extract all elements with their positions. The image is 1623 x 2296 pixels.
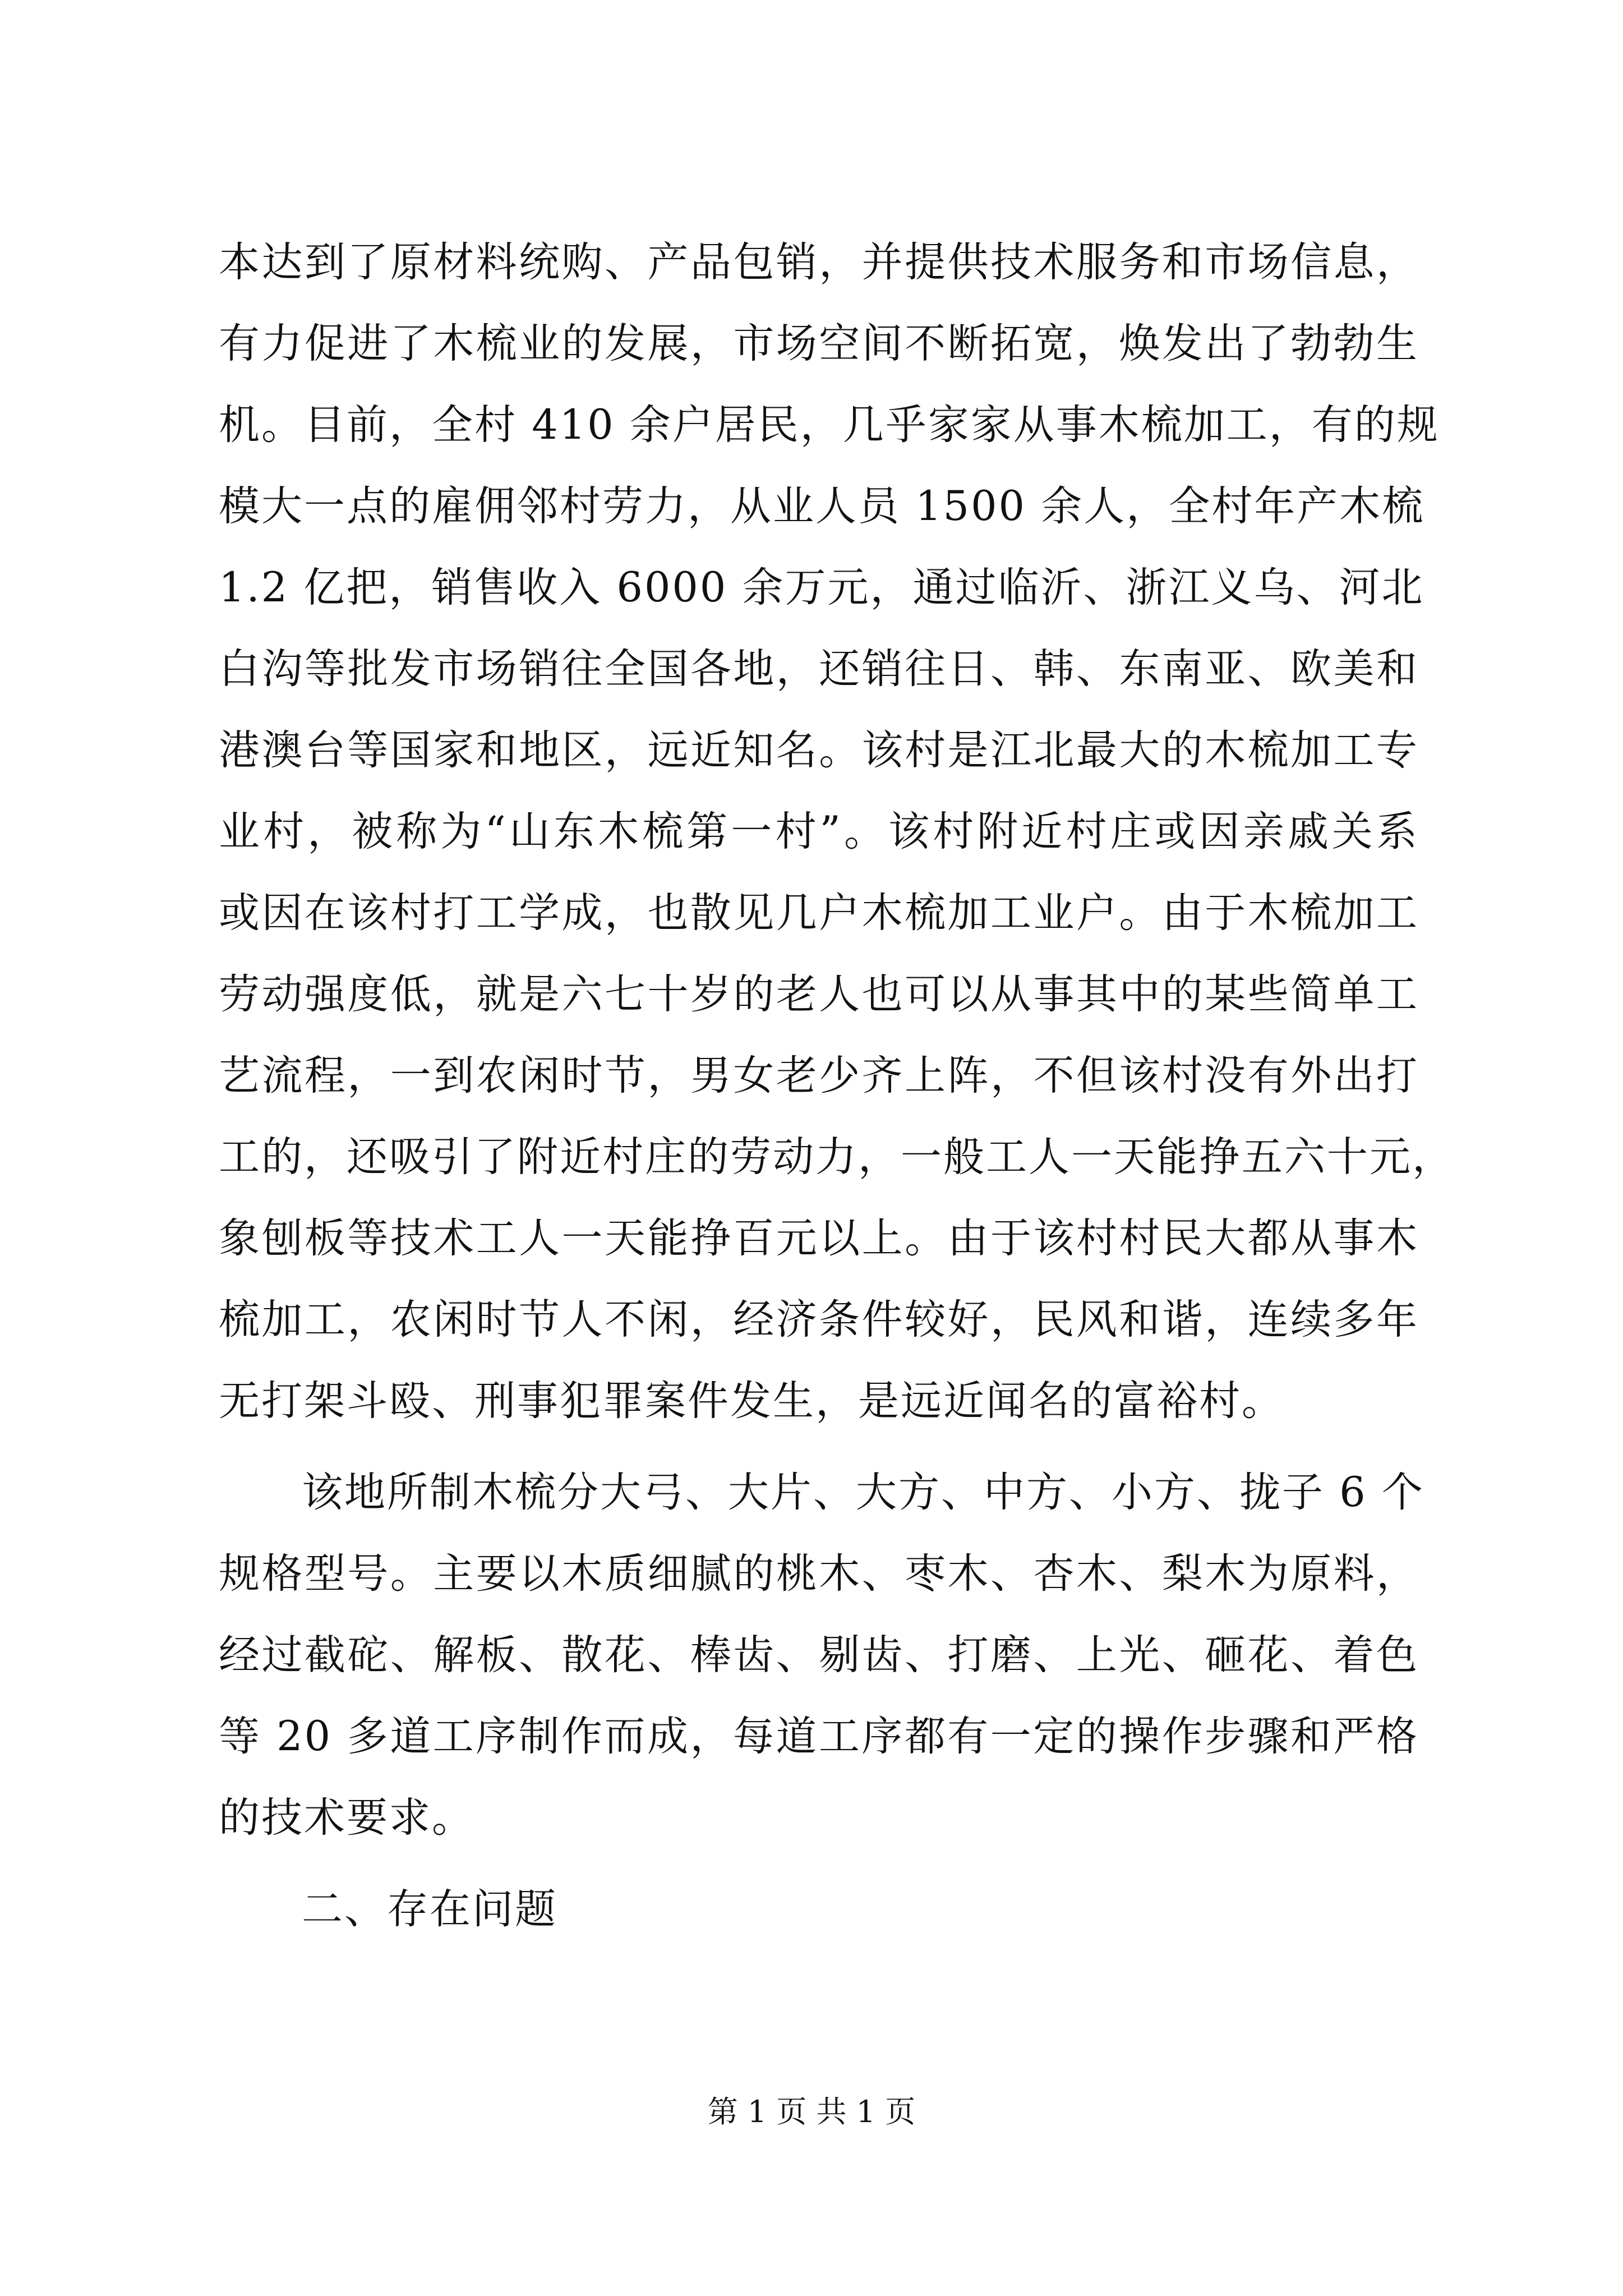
text-line: 1.2 亿把，销售收入 6000 余万元，通过临沂、浙江义乌、河北 [219, 564, 1424, 611]
text-line: 有力促进了木梳业的发展，市场空间不断拓宽，焕发出了勃勃生 [219, 320, 1419, 367]
text-line: 艺流程，一到农闲时节，男女老少齐上阵，不但该村没有外出打 [219, 1052, 1419, 1099]
section-heading [219, 1869, 1419, 1950]
text-line: 无打架斗殴、刑事犯罪案件发生，是远近闻名的富裕村。 [219, 1377, 1284, 1425]
document-body [219, 222, 1455, 1950]
text-line: 工的，还吸引了附近村庄的劳动力，一般工人一天能挣五六十元， [219, 1133, 1455, 1181]
section-heading-text: 二、存在问题 [302, 1885, 557, 1933]
paragraph-2 [219, 1452, 1424, 1858]
text-line: 机。目前，全村 410 余户居民，几乎家家从事木梳加工，有的规 [219, 401, 1440, 449]
text-line: 本达到了原材料统购、产品包销，并提供技术服务和市场信息， [219, 238, 1419, 286]
text-line: 等 20 多道工序制作而成，每道工序都有一定的操作步骤和严格 [219, 1713, 1419, 1760]
page-footer: 第 1 页 共 1 页 [707, 2094, 916, 2129]
paragraph-1 [219, 222, 1455, 1442]
text-line: 模大一点的雇佣邻村劳力，从业人员 1500 余人，全村年产木梳 [219, 482, 1425, 530]
text-line: 白沟等批发市场销往全国各地，还销往日、韩、东南亚、欧美和 [219, 645, 1419, 693]
text-line: 该地所制木梳分大弓、大片、大方、中方、小方、拢子 6 个 [302, 1469, 1424, 1516]
text-line: 或因在该村打工学成，也散见几户木梳加工业户。由于木梳加工 [219, 889, 1419, 937]
text-line: 劳动强度低，就是六七十岁的老人也可以从事其中的某些简单工 [219, 970, 1419, 1018]
text-line: 梳加工，农闲时节人不闲，经济条件较好，民风和谐，连续多年 [219, 1296, 1419, 1343]
text-line: 港澳台等国家和地区，远近知名。该村是江北最大的木梳加工专 [219, 726, 1419, 774]
text-line: 业村，被称为“山东木梳第一村”。该村附近村庄或因亲戚关系 [219, 808, 1419, 855]
text-line: 规格型号。主要以木质细腻的桃木、枣木、杏木、梨木为原料， [219, 1550, 1419, 1598]
text-line: 的技术要求。 [219, 1794, 474, 1842]
text-line: 象刨板等技术工人一天能挣百元以上。由于该村村民大都从事木 [219, 1214, 1419, 1262]
text-line: 经过截砣、解板、散花、棒齿、剔齿、打磨、上光、砸花、着色 [219, 1631, 1419, 1679]
